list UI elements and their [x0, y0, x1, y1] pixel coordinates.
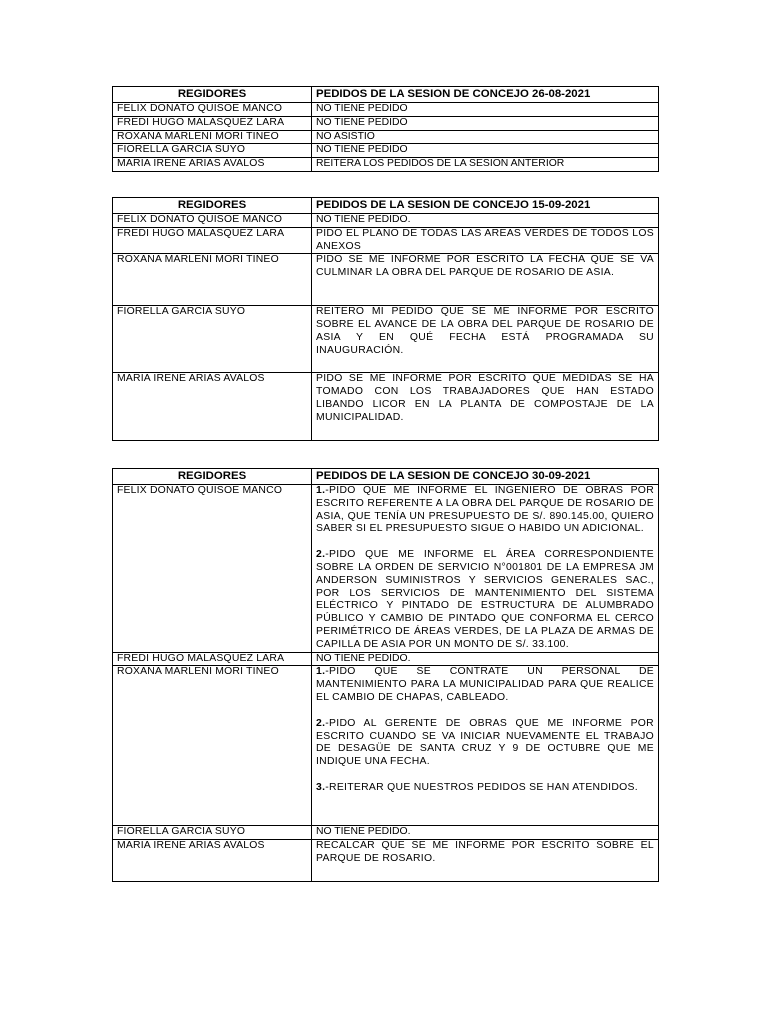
regidor-name: FREDI HUGO MALASQUEZ LARA — [113, 227, 312, 254]
item-number: 1. — [316, 485, 326, 496]
table-row — [113, 485, 659, 653]
regidor-name: FIORELLA GARCIA SUYO — [113, 826, 312, 840]
item-number: 3. — [316, 781, 326, 793]
table-row — [113, 158, 659, 172]
request-text: REITERA LOS PEDIDOS DE LA SESION ANTERIOR — [312, 158, 659, 172]
item-text: -PIDO QUE ME INFORME EL INGENIERO DE OBRAS POR ESCRITO REFERENTE A LA OBRA DEL PARQUE DE ROSARIO DE ASIA, QUE TENÍA UN PRESUPUESTO DE S/. 890.145.00, QUIERO SABER SI EL PRESUPUESTO SIGUE O HABIDO UN ADICIONAL. — [316, 485, 654, 535]
table-row — [113, 144, 659, 158]
regidor-name: MARIA IRENE ARIAS AVALOS — [113, 373, 312, 441]
table-row — [113, 214, 659, 228]
table-row — [113, 130, 659, 144]
regidor-name: ROXANA MARLENI MORI TINEO — [113, 666, 312, 826]
request-text: NO TIENE PEDIDO. — [312, 652, 659, 666]
pedidos-header: PEDIDOS DE LA SESION DE CONCEJO 30-09-2021 — [312, 469, 659, 485]
request-item — [316, 666, 654, 704]
regidores-header: REGIDORES — [113, 87, 312, 103]
request-text: NO TIENE PEDIDO — [312, 103, 659, 117]
regidor-name: ROXANA MARLENI MORI TINEO — [113, 254, 312, 306]
table-row — [113, 652, 659, 666]
table-header-row — [113, 198, 659, 214]
table-row — [113, 254, 659, 306]
table-row — [113, 116, 659, 130]
item-text: -PIDO QUE ME INFORME EL ÁREA CORRESPONDIENTE SOBRE LA ORDEN DE SERVICIO N°001801 DE LA EMPRESA JM ANDERSON SUMINISTROS Y SERVICIOS GENERALES SAC., POR LOS SERVICIOS DE MANTENIMIENTO DEL SISTEMA ELÉCTRICO Y PINTADO DE ESTRUCTURA DE ALUMBRADO PÚBLICO Y CAMBIO DE PINTADO QUE CONFORMA EL CERCO PERIMÉTRICO DE ÁREAS VERDES, DE LA PLAZA DE ARMAS DE CAPILLA DE ASIA POR UN MONTO DE S/. 33.100. — [316, 549, 654, 650]
session-table-30-09-2021 — [112, 468, 659, 882]
request-text: PIDO EL PLANO DE TODAS LAS AREAS VERDES DE TODOS LOS ANEXOS — [312, 227, 659, 254]
pedidos-header: PEDIDOS DE LA SESION DE CONCEJO 26-08-2021 — [312, 87, 659, 103]
regidores-header: REGIDORES — [113, 469, 312, 485]
request-cell — [312, 485, 659, 653]
regidor-name: ROXANA MARLENI MORI TINEO — [113, 130, 312, 144]
request-text: NO TIENE PEDIDO. — [312, 826, 659, 840]
table-header-row — [113, 469, 659, 485]
request-item — [316, 549, 654, 651]
request-text: NO TIENE PEDIDO — [312, 116, 659, 130]
regidor-name: MARIA IRENE ARIAS AVALOS — [113, 840, 312, 882]
regidor-name: FELIX DONATO QUISOE MANCO — [113, 485, 312, 653]
request-text: NO TIENE PEDIDO. — [312, 214, 659, 228]
request-text: REITERO MI PEDIDO QUE SE ME INFORME POR ESCRITO SOBRE EL AVANCE DE LA OBRA DEL PARQUE DE ROSARIO DE ASIA Y EN QUÉ FECHA ESTÁ PROGRAMADA SU INAUGURACIÓN. — [312, 306, 659, 373]
regidor-name: FIORELLA GARCIA SUYO — [113, 306, 312, 373]
table-row — [113, 840, 659, 882]
pedidos-header: PEDIDOS DE LA SESION DE CONCEJO 15-09-2021 — [312, 198, 659, 214]
regidor-name: FREDI HUGO MALASQUEZ LARA — [113, 116, 312, 130]
request-text: NO ASISTIO — [312, 130, 659, 144]
table-row — [113, 227, 659, 254]
table-row — [113, 306, 659, 373]
regidores-header: REGIDORES — [113, 198, 312, 214]
request-item — [316, 485, 654, 536]
request-item — [316, 782, 654, 795]
table-row — [113, 826, 659, 840]
item-text: -PIDO AL GERENTE DE OBRAS QUE ME INFORME POR ESCRITO CUANDO SE VA INICIAR NUEVAMENTE EL TRABAJO DE DESAGÜE DE SANTA CRUZ Y 9 DE OCTUBRE QUE ME INDIQUE UNA FECHA. — [316, 717, 654, 768]
regidor-name: MARIA IRENE ARIAS AVALOS — [113, 158, 312, 172]
regidor-name: FELIX DONATO QUISOE MANCO — [113, 103, 312, 117]
regidor-name: FELIX DONATO QUISOE MANCO — [113, 214, 312, 228]
item-number: 1. — [316, 666, 326, 678]
regidor-name: FIORELLA GARCIA SUYO — [113, 144, 312, 158]
request-cell — [312, 666, 659, 826]
item-text: -PIDO QUE SE CONTRATE UN PERSONAL DE MANTENIMIENTO PARA LA MUNICIPALIDAD PARA QUE REALICE EL CAMBIO DE CHAPAS, CABLEADO. — [316, 666, 654, 703]
item-number: 2. — [316, 717, 326, 729]
request-item — [316, 718, 654, 769]
request-text: RECALCAR QUE SE ME INFORME POR ESCRITO SOBRE EL PARQUE DE ROSARIO. — [312, 840, 659, 882]
item-number: 2. — [316, 549, 326, 561]
table-row — [113, 103, 659, 117]
table-header-row — [113, 87, 659, 103]
session-table-26-08-2021 — [112, 86, 659, 172]
item-text: -REITERAR QUE NUESTROS PEDIDOS SE HAN ATENDIDOS. — [325, 781, 638, 793]
regidor-name: FREDI HUGO MALASQUEZ LARA — [113, 652, 312, 666]
table-row — [113, 373, 659, 441]
session-table-15-09-2021 — [112, 197, 659, 441]
request-text: NO TIENE PEDIDO — [312, 144, 659, 158]
table-row — [113, 666, 659, 826]
request-text: PIDO SE ME INFORME POR ESCRITO QUE MEDIDAS SE HA TOMADO CON LOS TRABAJADORES QUE HAN ESTADO LIBANDO LICOR EN LA PLANTA DE COMPOSTAJE DE LA MUNICIPALIDAD. — [312, 373, 659, 441]
request-text: PIDO SE ME INFORME POR ESCRITO LA FECHA QUE SE VA CULMINAR LA OBRA DEL PARQUE DE ROSARIO DE ASIA. — [312, 254, 659, 306]
